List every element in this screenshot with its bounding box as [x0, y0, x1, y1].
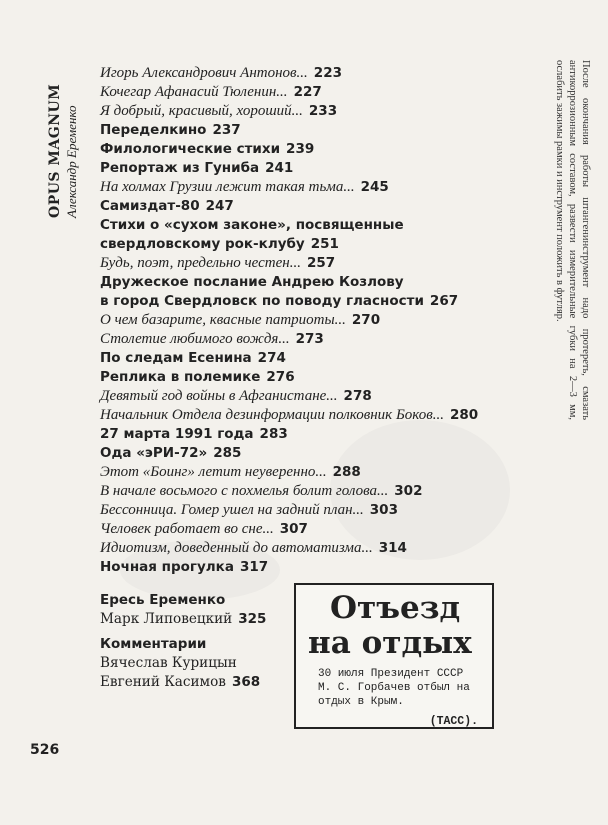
- toc-entry-title: свердловскому рок-клубу: [100, 236, 305, 252]
- toc-entry: [100, 406, 520, 425]
- toc-entry-title: Этот «Боинг» летит неуверенно...: [100, 464, 327, 480]
- toc-entry: [100, 159, 520, 178]
- toc-entry-title: В начале восьмого с похмелья болит голова...: [100, 483, 389, 499]
- toc-entry: [100, 216, 520, 235]
- toc-entry-page: 267: [429, 293, 459, 309]
- toc-entry: [100, 83, 520, 102]
- toc-entry: [100, 501, 520, 520]
- toc-entry-page: 257: [306, 255, 336, 271]
- toc-entry-page: 368: [231, 674, 261, 690]
- toc-entry-page: 314: [378, 540, 407, 556]
- toc-entry-page: 273: [295, 331, 324, 347]
- toc-entry: [100, 368, 520, 387]
- toc-entry-page: 283: [259, 426, 288, 442]
- toc-entry-page: 285: [213, 445, 242, 461]
- toc-entry-page: 245: [360, 179, 389, 195]
- toc-entry-title: По следам Есенина: [100, 350, 252, 366]
- newspaper-clipping: [294, 583, 494, 729]
- toc-entry: [100, 254, 520, 273]
- toc-entry: [100, 102, 520, 121]
- toc-entry-title: Бессонница. Гомер ушел на задний план...: [100, 502, 364, 518]
- toc-entry-title: Евгений Касимов: [100, 674, 226, 690]
- page-number: 526: [30, 742, 60, 758]
- clipping-headline: Отъезд: [330, 590, 461, 626]
- toc-entry: [100, 178, 520, 197]
- toc-entry-title: Филологические стихи: [100, 141, 281, 157]
- toc-entry-title: Девятый год войны в Афганистане...: [100, 388, 338, 404]
- toc-entry: [100, 311, 520, 330]
- toc-entry-title: 27 марта 1991 года: [100, 426, 254, 442]
- toc-entry-title: в город Свердловск по поводу гласности: [100, 293, 424, 309]
- toc-entry-title: Ода «эРИ-72»: [100, 445, 208, 461]
- clipping-line: 30 июля Президент СССР: [318, 668, 464, 680]
- toc-entry-title: Ересь Еременко: [100, 592, 226, 608]
- toc-main-list: [100, 64, 520, 577]
- author-name: Александр Еременко: [64, 105, 79, 218]
- toc-entry-title: Дружеское послание Андрею Козлову: [100, 274, 404, 290]
- toc-entry: [100, 387, 520, 406]
- toc-entry-page: 303: [369, 502, 398, 518]
- toc-entry: [100, 64, 520, 83]
- toc-entry-page: 233: [308, 103, 338, 119]
- toc-entry-page: 239: [286, 141, 315, 157]
- toc-entry-title: Человек работает во сне...: [100, 521, 274, 537]
- toc-entry: [100, 292, 520, 311]
- toc-entry-title: Комментарии: [100, 636, 207, 652]
- toc-entry-title: Репортаж из Гуниба: [100, 160, 260, 176]
- toc-entry-title: Игорь Александрович Антонов...: [100, 65, 308, 81]
- clipping-headline: на отдых: [308, 625, 472, 661]
- toc-entry: [100, 520, 520, 539]
- toc-entry: [100, 482, 520, 501]
- toc-entry-title: Идиотизм, доведенный до автоматизма...: [100, 540, 373, 556]
- toc-entry-page: 278: [343, 388, 372, 404]
- toc-entry-page: 325: [238, 611, 267, 627]
- toc-entry: [100, 425, 520, 444]
- toc-entry-title: Будь, поэт, предельно честен...: [100, 255, 301, 271]
- toc-entry-page: 241: [265, 160, 294, 176]
- toc-entry: [100, 121, 520, 140]
- toc-entry: [100, 444, 520, 463]
- toc-entry-page: 280: [450, 407, 479, 423]
- toc-entry: [100, 235, 520, 254]
- toc-entry-title: Столетие любимого вождя...: [100, 331, 290, 347]
- toc-entry-title: Я добрый, красивый, хороший...: [100, 103, 303, 119]
- toc-entry: [100, 197, 520, 216]
- toc-entry-title: Самиздат-80: [100, 198, 200, 214]
- side-note: После окончания работы штангенинструмент надо протереть, смазать антикоррозионным составом, развести измерительные губки на 2—3 мм, ослабить зажимы рамки и инструмент положить в футляр.: [554, 60, 591, 420]
- toc-entry: [100, 539, 520, 558]
- toc-entry-page: 270: [351, 312, 381, 328]
- clipping-line: отдых в Крым.: [318, 696, 404, 708]
- toc-entry-title: Переделкино: [100, 122, 207, 138]
- toc-entry-page: 317: [239, 559, 269, 575]
- toc-entry-page: 274: [257, 350, 286, 366]
- toc-entry-title: Вячеслав Курицын: [100, 655, 237, 671]
- toc-entry-title: О чем базарите, квасные патриоты...: [100, 312, 346, 328]
- clipping-body: [318, 667, 482, 709]
- toc-entry-page: 223: [313, 65, 342, 81]
- toc-entry-title: Марк Липовецкий: [100, 611, 233, 627]
- toc-entry-title: Ночная прогулка: [100, 559, 234, 575]
- toc-entry-page: 251: [310, 236, 339, 252]
- toc-entry-title: На холмах Грузии лежит такая тьма...: [100, 179, 355, 195]
- toc-entry-page: 302: [394, 483, 423, 499]
- toc-entry-title: Стихи о «сухом законе», посвященные: [100, 217, 404, 233]
- series-title: OPUS MAGNUM: [47, 83, 63, 218]
- toc-entry: [100, 558, 520, 577]
- toc-entry-page: 227: [293, 84, 322, 100]
- toc-entry: [100, 140, 520, 159]
- toc-entry-page: 247: [205, 198, 234, 214]
- toc-entry: [100, 330, 520, 349]
- clipping-line: М. С. Горбачев отбыл на: [318, 682, 470, 694]
- toc-entry: [100, 273, 520, 292]
- toc-entry-page: 288: [332, 464, 361, 480]
- toc-entry: [100, 349, 520, 368]
- clipping-source: (ТАСС).: [429, 715, 478, 728]
- toc-entry-page: 307: [279, 521, 308, 537]
- toc-entry: [100, 463, 520, 482]
- toc-entry-page: 237: [212, 122, 241, 138]
- toc-entry-title: Кочегар Афанасий Тюленин...: [100, 84, 288, 100]
- toc-entry-page: 276: [266, 369, 295, 385]
- toc-entry-title: Начальник Отдела дезинформации полковник Боков...: [100, 407, 444, 423]
- toc-entry-title: Реплика в полемике: [100, 369, 261, 385]
- running-header: [47, 58, 80, 218]
